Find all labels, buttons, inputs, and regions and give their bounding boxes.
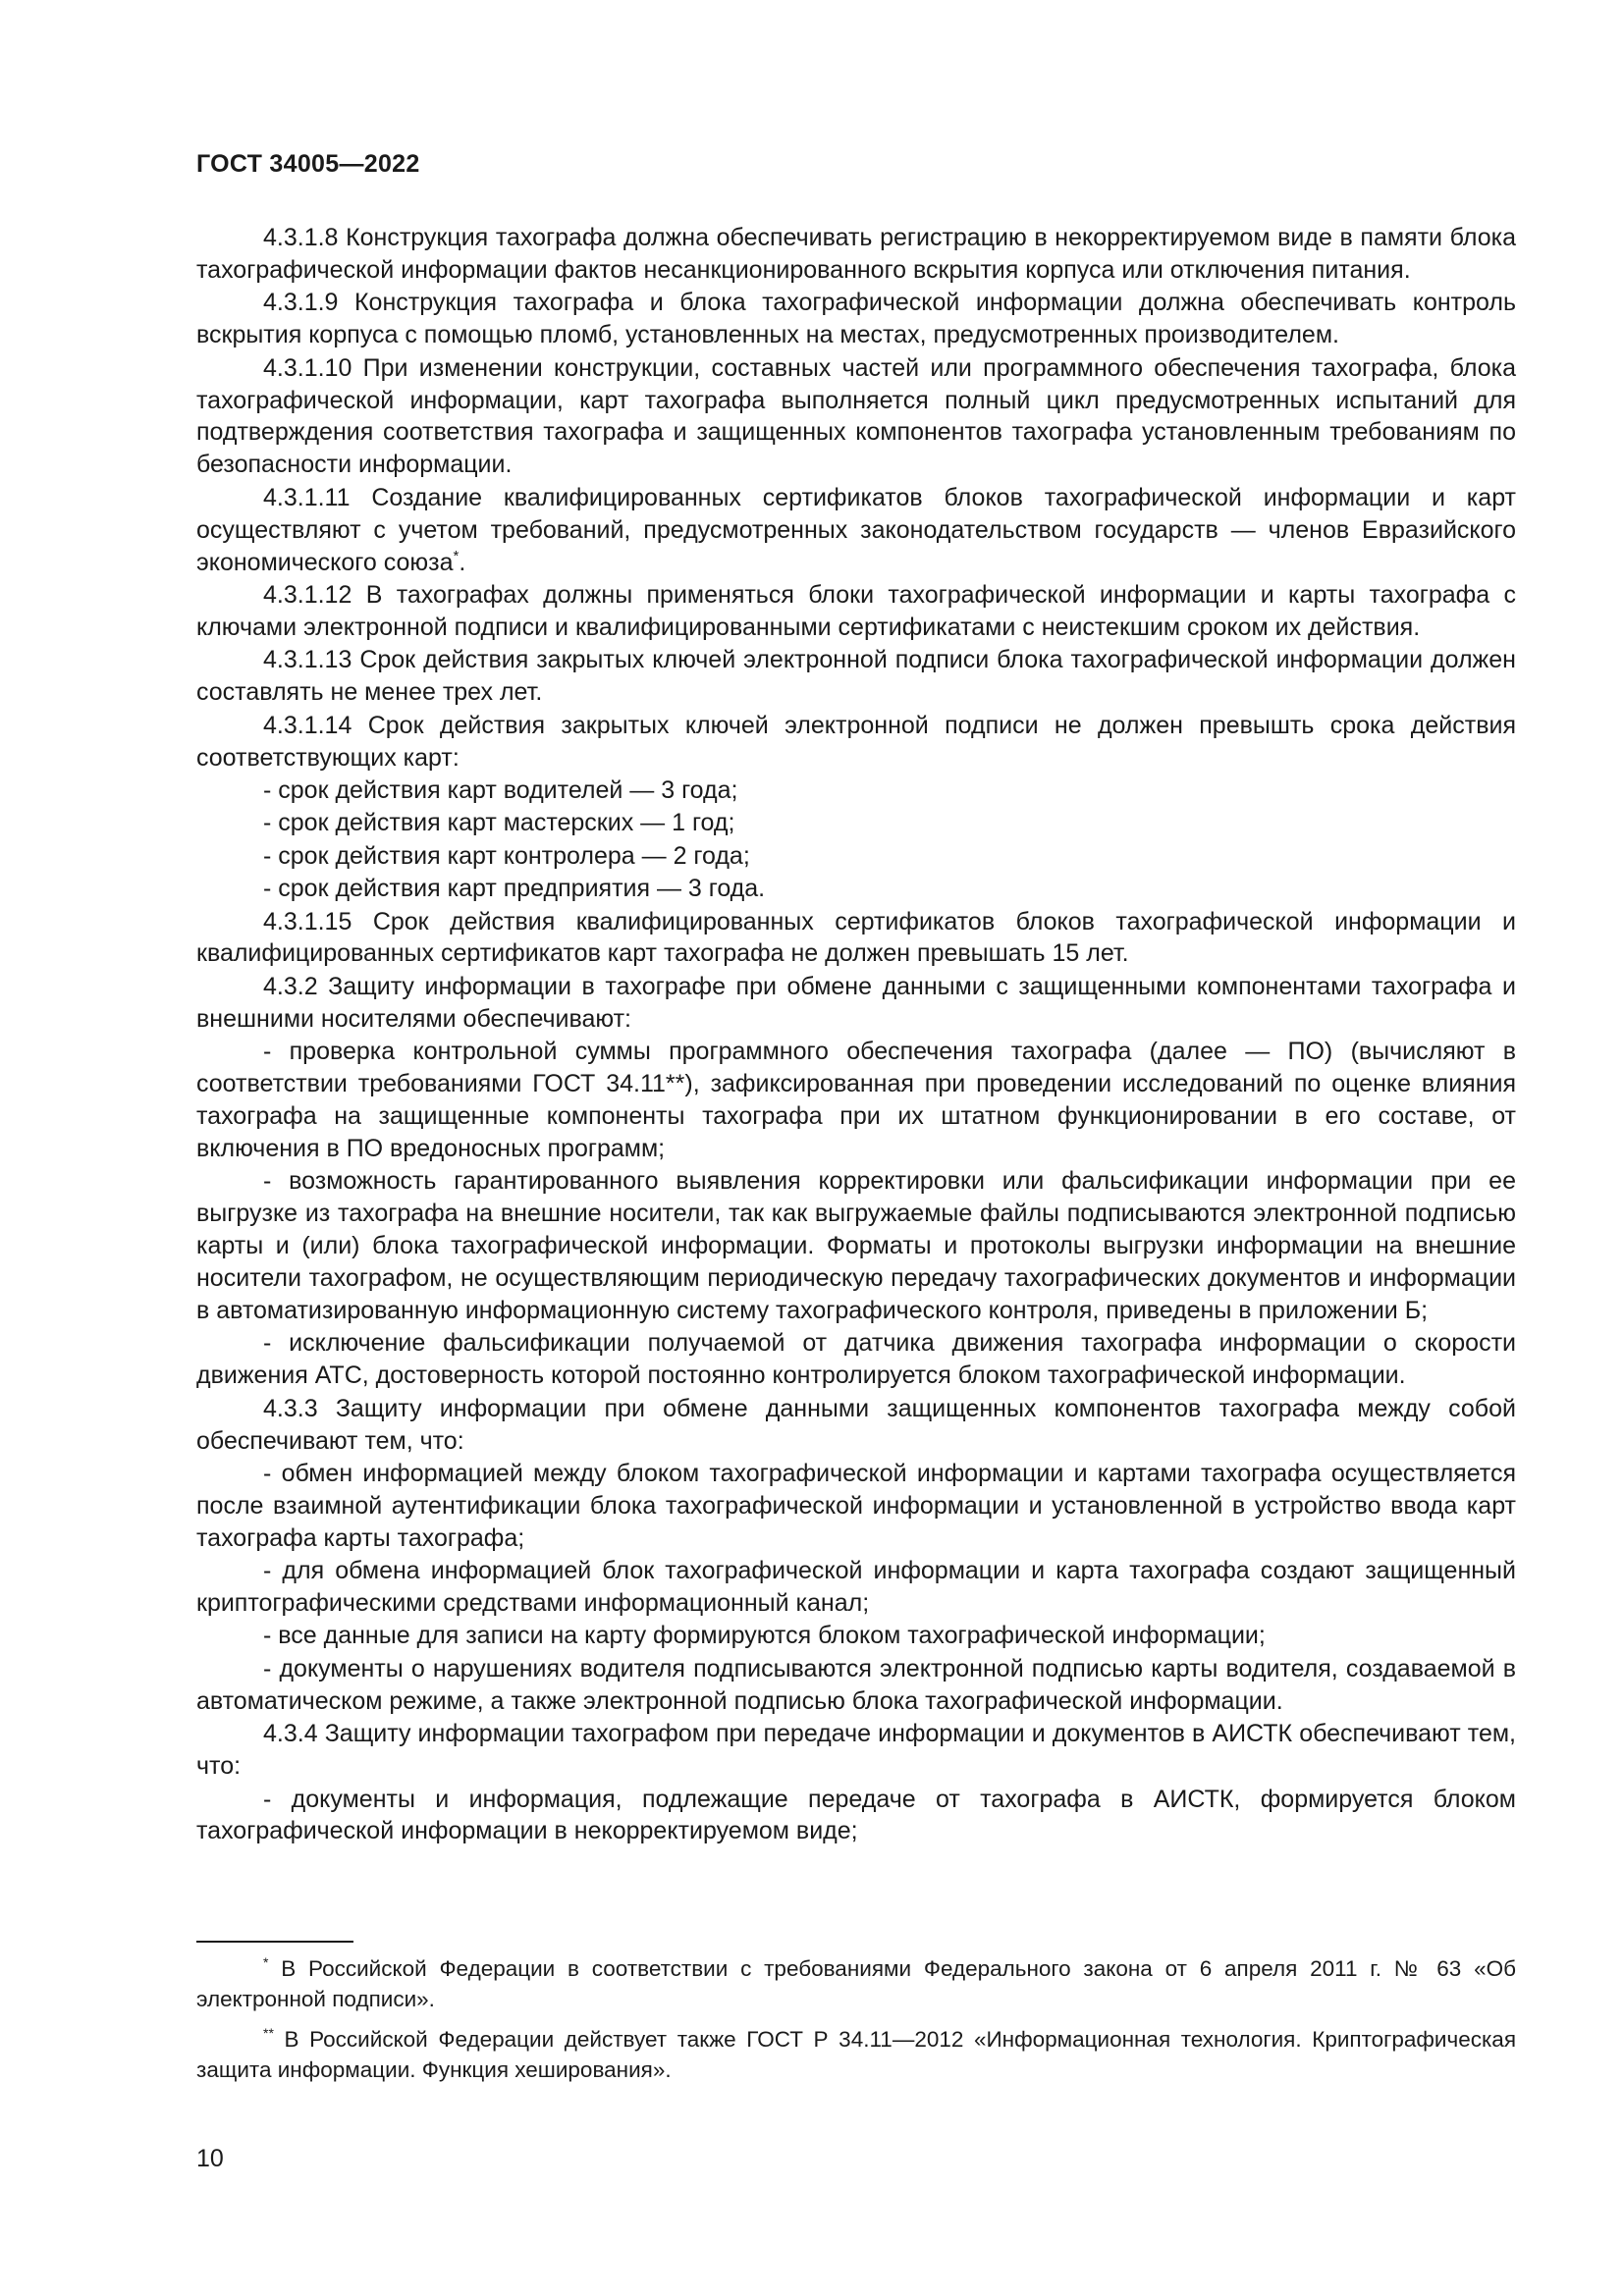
footnote-separator: [196, 1941, 353, 1943]
list-item-controller-cards: - срок действия карт контролера — 2 года;: [263, 841, 750, 870]
list-item-company-cards: - срок действия карт предприятия — 3 года.: [263, 875, 766, 903]
list-item-workshop-cards: - срок действия карт мастерских — 1 год;: [263, 809, 735, 837]
list-item-violation-docs: - документы о нарушениях водителя подписываются электронной подписью карты водителя, создаваемой в автоматическом режиме, а также электронной подписью блока тахографической информации.: [196, 1654, 1516, 1715]
paragraph-4-3-4: 4.3.4 Защиту информации тахографом при передаче информации и документов в АИСТК обеспечивают тем, что:: [196, 1720, 1516, 1781]
footnote-ref-1: *: [453, 547, 460, 564]
list-item-aistk-docs: - документы и информация, подлежащие передаче от тахографа в АИСТК, формируется блоком тахографической информации в некорректируемом виде;: [196, 1785, 1516, 1845]
footnote-text-1: В Российской Федерации в соответствии с требованиями Федерального закона от 6 апреля 2011 г. № 63 «Об электронной подписи».: [196, 1956, 1516, 2011]
paragraph-4-3-1-14: 4.3.1.14 Срок действия закрытых ключей электронной подписи не должен превышть срока действия соответствующих карт:: [196, 711, 1516, 772]
paragraph-4-3-1-11: [196, 482, 1516, 579]
list-item-secure-channel: - для обмена информацией блок тахографической информации и карта тахографа создают защищенный криптографическими средствами информационный канал;: [196, 1557, 1516, 1618]
paragraph-4-3-3: 4.3.3 Защиту информации при обмене данными защищенных компонентов тахографа между собой обеспечивают тем, что:: [196, 1394, 1516, 1455]
paragraph-4-3-2: 4.3.2 Защиту информации в тахографе при обмене данными с защищенными компонентами тахографа и внешними носителями обеспечивают:: [196, 972, 1516, 1033]
paragraph-end: .: [459, 548, 466, 576]
paragraph-4-3-1-10: 4.3.1.10 При изменении конструкции, составных частей или программного обеспечения тахографа, блока тахографической информации, карт тахографа выполняется полный цикл предусмотренных испытаний для подтверждения соответствия тахографа и защищенных компонентов тахографа установленным требованиям по безопасности информации.: [196, 353, 1516, 479]
list-item-speed-sensor: - исключение фальсификации получаемой от датчика движения тахографа информации о скорости движения АТС, достоверность которой постоянно контролируется блоком тахографической информации.: [196, 1329, 1516, 1390]
footnote-text-2: В Российской Федерации действует также ГОСТ Р 34.11—2012 «Информационная технология. Криптографическая защита информации. Функция хеширования».: [196, 2027, 1516, 2082]
standard-header: ГОСТ 34005—2022: [196, 150, 420, 178]
footnotes: [196, 1953, 1516, 2095]
footnote-1: [196, 1953, 1516, 2014]
paragraph-4-3-1-9: 4.3.1.9 Конструкция тахографа и блока тахографической информации должна обеспечивать контроль вскрытия корпуса с помощью пломб, установленных на местах, предусмотренных производителем.: [196, 289, 1516, 349]
footnote-2: [196, 2024, 1516, 2085]
paragraph-4-3-1-13: 4.3.1.13 Срок действия закрытых ключей электронной подписи блока тахографической информации должен составлять не менее трех лет.: [196, 646, 1516, 707]
list-item-checksum: - проверка контрольной суммы программного обеспечения тахографа (далее — ПО) (вычисляют в соответствии требованиями ГОСТ 34.11**), зафиксированная при проведении исследований по оценке влияния тахографа на защищенные компоненты тахографа при их штатном функционировании в его составе, от включения в ПО вредоносных программ;: [196, 1038, 1516, 1162]
paragraph-4-3-1-15: 4.3.1.15 Срок действия квалифицированных сертификатов блоков тахографической информации и квалифицированных сертификатов карт тахографа не должен превышать 15 лет.: [196, 907, 1516, 968]
list-item-card-data: - все данные для записи на карту формируются блоком тахографической информации;: [263, 1622, 1266, 1650]
paragraph-4-3-1-12: 4.3.1.12 В тахографах должны применяться блоки тахографической информации и карты тахографа с ключами электронной подписи и квалифицированными сертификатами с неистекшим сроком их действия.: [196, 580, 1516, 641]
list-item-mutual-auth: - обмен информацией между блоком тахографической информации и картами тахографа осуществляется после взаимной аутентификации блока тахографической информации и установленной в устройство ввода карт тахографа карты тахографа;: [196, 1459, 1516, 1552]
paragraph-4-3-1-8: 4.3.1.8 Конструкция тахографа должна обеспечивать регистрацию в некорректируемом виде в памяти блока тахографической информации фактов несанкционированного вскрытия корпуса или отключения питания.: [196, 224, 1516, 284]
body-text: [196, 222, 1516, 1847]
footnote-mark-1: *: [263, 1954, 269, 1970]
footnote-mark-2: **: [263, 2025, 274, 2041]
list-item-driver-cards: - срок действия карт водителей — 3 года;: [263, 775, 738, 804]
list-item-falsification-detection: - возможность гарантированного выявления корректировки или фальсификации информации при ее выгрузке из тахографа на внешние носители, так как выгружаемые файлы подписываются электронной подписью карты и (или) блока тахографической информации. Форматы и протоколы выгрузки информации на внешние носители тахографом, не осуществляющим периодическую передачу тахографических документов и информации в автоматизированную информационную систему тахографического контроля, приведены в приложении Б;: [196, 1167, 1516, 1324]
paragraph-text: 4.3.1.11 Создание квалифицированных сертификатов блоков тахографической информации и карт осуществляют с учетом требований, предусмотренных законодательством государств — членов Евразийского экономического союза: [196, 483, 1516, 576]
page-number: 10: [196, 2145, 224, 2172]
